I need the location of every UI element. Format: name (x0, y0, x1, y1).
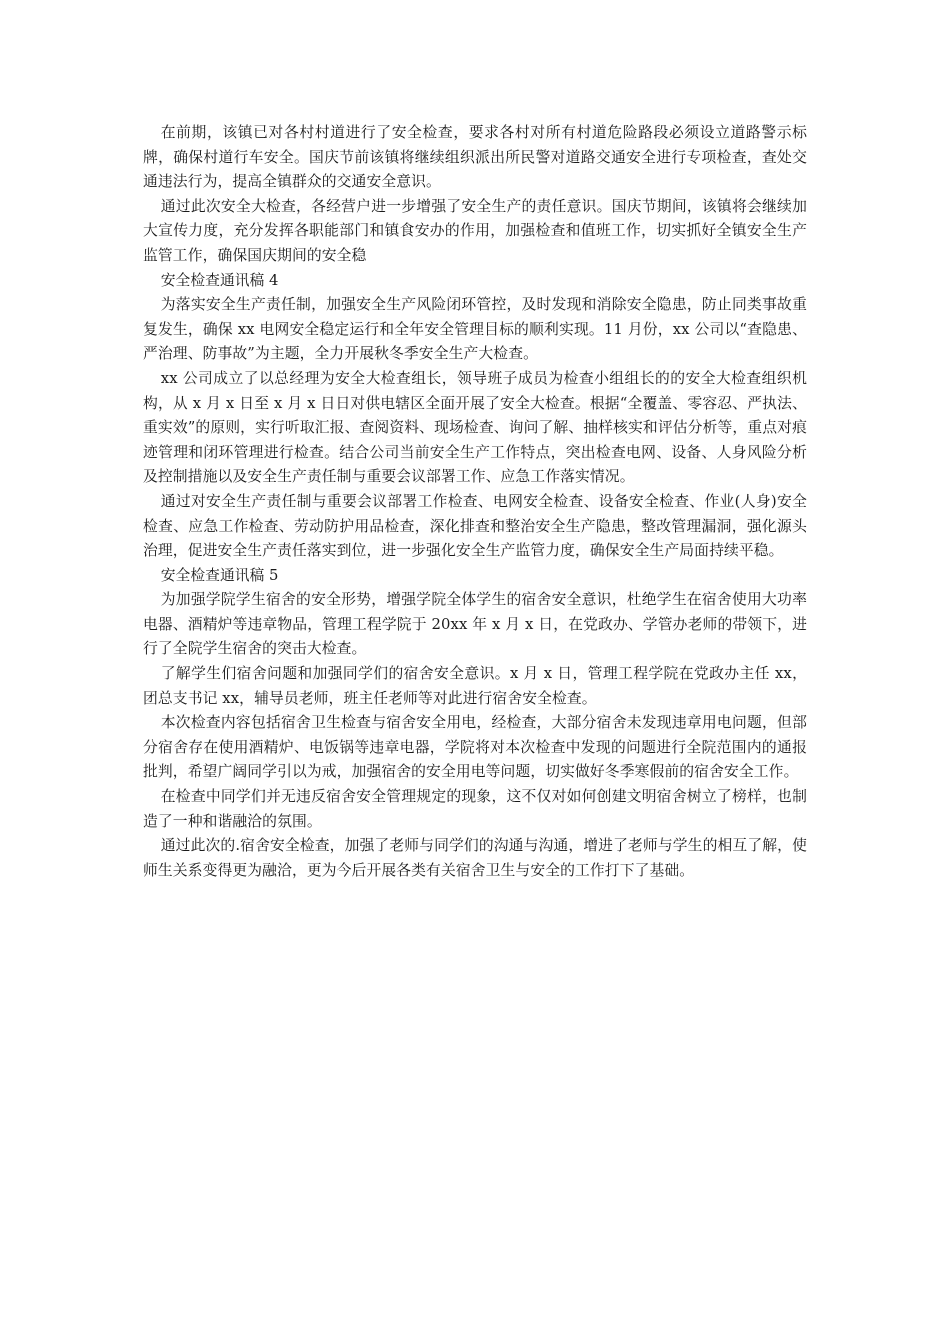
paragraph-dorm-inspection-content: 本次检查内容包括宿舍卫生检查与宿舍安全用电，经检查，大部分宿舍未发现违章用电问题，但部分宿舍存在使用酒精炉、电饭锅等违章电器，学院将对本次检查中发现的问题进行全院范围内的通报批判，希望广阔同学引以为戒，加强宿舍的安全用电等问题，切实做好冬季寒假前的宿舍安全工作。 (143, 714, 807, 781)
paragraph-national-day-inspection: 通过此次安全大检查，各经营户进一步增强了安全生产的责任意识。国庆节期间，该镇将会继续加大宣传力度，充分发挥各职能部门和镇食安办的作用，加强检查和值班工作，切实抓好全镇安全生产监管工作，确保国庆期间的安全稳 (143, 197, 807, 264)
paragraph-dorm-inspection-intro: 为加强学院学生宿舍的安全形势，增强学院全体学生的宿舍安全意识，杜绝学生在宿舍使用大功率电器、酒精炉等违章物品，管理工程学院于 20xx 年 x 月 x 日，在党政办、学管办老师的带领下，进行了全院学生宿舍的突击大检查。 (143, 591, 807, 658)
paragraph-dorm-inspection-team: 了解学生们宿舍问题和加强同学们的宿舍安全意识。x 月 x 日，管理工程学院在党政办主任 xx，团总支书记 xx，辅导员老师，班主任老师等对此进行宿舍安全检查。 (143, 665, 807, 707)
section-heading-4: 安全检查通讯稿 4 (160, 271, 279, 289)
paragraph-conclusion: 通过此次的.宿舍安全检查，加强了老师与同学们的沟通与沟通，增进了老师与学生的相互了解，使师生关系变得更为融洽，更为今后开展各类有关宿舍卫生与安全的工作打下了基础。 (143, 837, 807, 879)
paragraph-grid-safety-intro: 为落实安全生产责任制，加强安全生产风险闭环管控，及时发现和消除安全隐患，防止同类事故重复发生，确保 xx 电网安全稳定运行和全年安全管理目标的顺利实现。11 月份，xx 公司以“查隐患、严治理、防事故”为主题，全力开展秋冬季安全生产大检查。 (143, 296, 807, 363)
document-body (143, 121, 807, 883)
paragraph-inspection-results: 通过对安全生产责任制与重要会议部署工作检查、电网安全检查、设备安全检查、作业(人身)安全检查、应急工作检查、劳动防护用品检查，深化排查和整治安全生产隐患，整改管理漏洞，强化源头治理，促进安全生产责任落实到位，进一步强化安全生产监管力度，确保安全生产局面持续平稳。 (143, 492, 807, 560)
paragraph-dorm-compliance: 在检查中同学们并无违反宿舍安全管理规定的现象，这不仅对如何创建文明宿舍树立了榜样，也制造了一种和谐融洽的氛围。 (143, 788, 807, 830)
paragraph-road-safety: 在前期，该镇已对各村村道进行了安全检查，要求各村对所有村道危险路段必须设立道路警示标牌，确保村道行车安全。国庆节前该镇将继续组织派出所民警对道路交通安全进行专项检查，查处交通违法行为，提高全镇群众的交通安全意识。 (143, 124, 807, 191)
section-heading-5: 安全检查通讯稿 5 (160, 566, 279, 584)
paragraph-inspection-organization: xx 公司成立了以总经理为安全大检查组长，领导班子成员为检查小组组长的的安全大检查组织机构，从 x 月 x 日至 x 月 x 日日对供电辖区全面开展了安全大检查。根据“全覆盖、零容忍、严执法、重实效”的原则，实行听取汇报、查阅资料、现场检查、询问了解、抽样核实和评估分析等，重点对痕迹管理和闭环管理进行检查。结合公司当前安全生产工作特点，突出检查电网、设备、人身风险分析及控制措施以及安全生产责任制与重要会议部署工作、应急工作落实情况。 (143, 369, 807, 486)
